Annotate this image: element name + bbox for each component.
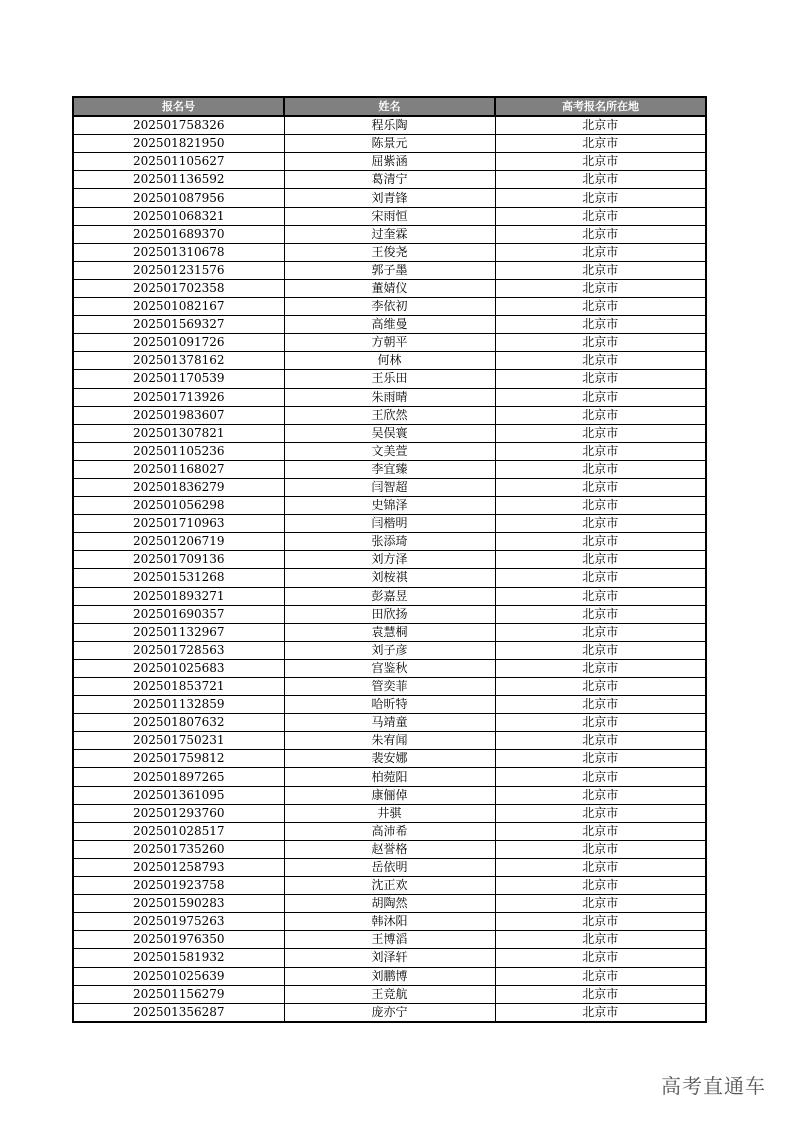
student-name-cell: 刘子彦 xyxy=(284,641,495,659)
table-row xyxy=(73,225,706,243)
student-name-cell: 袁慧桐 xyxy=(284,623,495,641)
registration-number-cell: 202501689370 xyxy=(73,225,284,243)
student-name-cell: 哈昕特 xyxy=(284,696,495,714)
registration-location-cell: 北京市 xyxy=(495,949,706,967)
student-name-cell: 胡陶然 xyxy=(284,895,495,913)
registration-number-cell: 202501821950 xyxy=(73,135,284,153)
table-row xyxy=(73,623,706,641)
table-row xyxy=(73,659,706,677)
registration-location-cell: 北京市 xyxy=(495,243,706,261)
registration-number-cell: 202501975263 xyxy=(73,913,284,931)
student-name-cell: 刘青锋 xyxy=(284,189,495,207)
registration-location-cell: 北京市 xyxy=(495,1003,706,1022)
registration-location-cell: 北京市 xyxy=(495,116,706,135)
registration-number-cell: 202501983607 xyxy=(73,406,284,424)
student-name-cell: 吴俣寰 xyxy=(284,424,495,442)
student-name-cell: 刘方泽 xyxy=(284,551,495,569)
roster-table xyxy=(72,96,707,1023)
registration-location-cell: 北京市 xyxy=(495,279,706,297)
registration-number-cell: 202501056298 xyxy=(73,497,284,515)
student-name-cell: 葛清宁 xyxy=(284,171,495,189)
table-row xyxy=(73,858,706,876)
registration-location-cell: 北京市 xyxy=(495,352,706,370)
registration-number-cell: 202501132859 xyxy=(73,696,284,714)
registration-location-cell: 北京市 xyxy=(495,388,706,406)
table-row xyxy=(73,316,706,334)
registration-location-cell: 北京市 xyxy=(495,659,706,677)
student-name-cell: 王乐田 xyxy=(284,370,495,388)
student-name-cell: 王博滔 xyxy=(284,931,495,949)
registration-number-cell: 202501136592 xyxy=(73,171,284,189)
student-name-cell: 李依初 xyxy=(284,298,495,316)
student-name-cell: 方朝平 xyxy=(284,334,495,352)
registration-location-cell: 北京市 xyxy=(495,985,706,1003)
registration-location-cell: 北京市 xyxy=(495,189,706,207)
table-row xyxy=(73,533,706,551)
registration-number-cell: 202501356287 xyxy=(73,1003,284,1022)
table-row xyxy=(73,768,706,786)
table-row xyxy=(73,116,706,135)
student-name-cell: 何林 xyxy=(284,352,495,370)
registration-location-cell: 北京市 xyxy=(495,460,706,478)
table-row xyxy=(73,949,706,967)
table-row xyxy=(73,786,706,804)
table-row xyxy=(73,678,706,696)
student-name-cell: 彭嘉昱 xyxy=(284,587,495,605)
registration-location-cell: 北京市 xyxy=(495,696,706,714)
registration-number-cell: 202501807632 xyxy=(73,714,284,732)
table-row xyxy=(73,732,706,750)
table-row xyxy=(73,298,706,316)
registration-location-cell: 北京市 xyxy=(495,804,706,822)
registration-location-cell: 北京市 xyxy=(495,623,706,641)
registration-number-cell: 202501378162 xyxy=(73,352,284,370)
student-name-cell: 井骐 xyxy=(284,804,495,822)
student-name-cell: 高维曼 xyxy=(284,316,495,334)
table-row xyxy=(73,261,706,279)
registration-location-cell: 北京市 xyxy=(495,895,706,913)
registration-location-cell: 北京市 xyxy=(495,298,706,316)
table-row xyxy=(73,931,706,949)
student-name-cell: 郭子墨 xyxy=(284,261,495,279)
watermark-text: 高考直通车 xyxy=(661,1074,766,1098)
registration-location-cell: 北京市 xyxy=(495,406,706,424)
table-row xyxy=(73,913,706,931)
table-row xyxy=(73,442,706,460)
registration-location-cell: 北京市 xyxy=(495,171,706,189)
registration-location-cell: 北京市 xyxy=(495,931,706,949)
registration-number-cell: 202501068321 xyxy=(73,207,284,225)
table-row xyxy=(73,243,706,261)
student-name-cell: 王俊尧 xyxy=(284,243,495,261)
registration-number-cell: 202501028517 xyxy=(73,822,284,840)
student-name-cell: 王竞航 xyxy=(284,985,495,1003)
registration-location-cell: 北京市 xyxy=(495,587,706,605)
table-row xyxy=(73,605,706,623)
registration-number-cell: 202501310678 xyxy=(73,243,284,261)
registration-number-cell: 202501293760 xyxy=(73,804,284,822)
registration-location-cell: 北京市 xyxy=(495,261,706,279)
student-name-cell: 过奎霖 xyxy=(284,225,495,243)
registration-number-cell: 202501132967 xyxy=(73,623,284,641)
student-name-cell: 韩沐阳 xyxy=(284,913,495,931)
table-row xyxy=(73,804,706,822)
table-row xyxy=(73,171,706,189)
registration-location-cell: 北京市 xyxy=(495,515,706,533)
table-row xyxy=(73,460,706,478)
registration-location-cell: 北京市 xyxy=(495,533,706,551)
registration-location-cell: 北京市 xyxy=(495,135,706,153)
table-body xyxy=(73,116,706,1022)
registration-location-cell: 北京市 xyxy=(495,478,706,496)
registration-number-cell: 202501569327 xyxy=(73,316,284,334)
registration-number-cell: 202501168027 xyxy=(73,460,284,478)
registration-number-cell: 202501853721 xyxy=(73,678,284,696)
table-row xyxy=(73,840,706,858)
table-row xyxy=(73,207,706,225)
student-name-cell: 刘桉祺 xyxy=(284,569,495,587)
table-row xyxy=(73,714,706,732)
registration-number-cell: 202501105236 xyxy=(73,442,284,460)
student-name-cell: 康俪倬 xyxy=(284,786,495,804)
student-name-cell: 管奕菲 xyxy=(284,678,495,696)
student-name-cell: 刘泽轩 xyxy=(284,949,495,967)
student-name-cell: 田欣扬 xyxy=(284,605,495,623)
registration-number-cell: 202501893271 xyxy=(73,587,284,605)
registration-location-cell: 北京市 xyxy=(495,207,706,225)
registration-location-cell: 北京市 xyxy=(495,768,706,786)
registration-location-cell: 北京市 xyxy=(495,225,706,243)
registration-location-cell: 北京市 xyxy=(495,641,706,659)
registration-number-cell: 202501728563 xyxy=(73,641,284,659)
registration-number-cell: 202501206719 xyxy=(73,533,284,551)
registration-number-cell: 202501581932 xyxy=(73,949,284,967)
registration-number-cell: 202501025683 xyxy=(73,659,284,677)
registration-number-cell: 202501976350 xyxy=(73,931,284,949)
table-row xyxy=(73,569,706,587)
registration-location-cell: 北京市 xyxy=(495,370,706,388)
registration-location-cell: 北京市 xyxy=(495,822,706,840)
registration-number-cell: 202501531268 xyxy=(73,569,284,587)
table-row xyxy=(73,406,706,424)
table-row xyxy=(73,153,706,171)
registration-location-cell: 北京市 xyxy=(495,678,706,696)
table-row xyxy=(73,696,706,714)
registration-number-cell: 202501361095 xyxy=(73,786,284,804)
student-name-cell: 陈景元 xyxy=(284,135,495,153)
table-row xyxy=(73,587,706,605)
registration-number-cell: 202501258793 xyxy=(73,858,284,876)
registration-number-cell: 202501710963 xyxy=(73,515,284,533)
student-name-cell: 李宜臻 xyxy=(284,460,495,478)
student-name-cell: 王欣然 xyxy=(284,406,495,424)
registration-number-cell: 202501923758 xyxy=(73,877,284,895)
registration-number-cell: 202501307821 xyxy=(73,424,284,442)
student-name-cell: 朱宥闻 xyxy=(284,732,495,750)
student-name-cell: 马靖童 xyxy=(284,714,495,732)
table-row xyxy=(73,967,706,985)
roster-sheet xyxy=(72,96,705,1023)
table-row xyxy=(73,895,706,913)
registration-number-cell: 202501082167 xyxy=(73,298,284,316)
student-name-cell: 高沛希 xyxy=(284,822,495,840)
student-name-cell: 裴安娜 xyxy=(284,750,495,768)
column-header-registration-location: 高考报名所在地 xyxy=(495,97,706,116)
registration-number-cell: 202501087956 xyxy=(73,189,284,207)
student-name-cell: 程乐陶 xyxy=(284,116,495,135)
registration-location-cell: 北京市 xyxy=(495,967,706,985)
registration-location-cell: 北京市 xyxy=(495,497,706,515)
table-row xyxy=(73,877,706,895)
column-header-name: 姓名 xyxy=(284,97,495,116)
registration-number-cell: 202501836279 xyxy=(73,478,284,496)
table-row xyxy=(73,750,706,768)
registration-number-cell: 202501709136 xyxy=(73,551,284,569)
registration-number-cell: 202501091726 xyxy=(73,334,284,352)
registration-number-cell: 202501750231 xyxy=(73,732,284,750)
column-header-registration-number: 报名号 xyxy=(73,97,284,116)
student-name-cell: 赵誉格 xyxy=(284,840,495,858)
table-row xyxy=(73,352,706,370)
registration-number-cell: 202501758326 xyxy=(73,116,284,135)
table-row xyxy=(73,985,706,1003)
student-name-cell: 张添琦 xyxy=(284,533,495,551)
student-name-cell: 文美萱 xyxy=(284,442,495,460)
registration-number-cell: 202501735260 xyxy=(73,840,284,858)
registration-location-cell: 北京市 xyxy=(495,442,706,460)
registration-location-cell: 北京市 xyxy=(495,569,706,587)
registration-number-cell: 202501156279 xyxy=(73,985,284,1003)
registration-location-cell: 北京市 xyxy=(495,877,706,895)
registration-number-cell: 202501713926 xyxy=(73,388,284,406)
table-row xyxy=(73,551,706,569)
registration-number-cell: 202501590283 xyxy=(73,895,284,913)
registration-number-cell: 202501702358 xyxy=(73,279,284,297)
student-name-cell: 宋雨恒 xyxy=(284,207,495,225)
registration-location-cell: 北京市 xyxy=(495,605,706,623)
table-row xyxy=(73,515,706,533)
table-row xyxy=(73,135,706,153)
registration-number-cell: 202501025639 xyxy=(73,967,284,985)
table-row xyxy=(73,279,706,297)
table-row xyxy=(73,497,706,515)
registration-location-cell: 北京市 xyxy=(495,334,706,352)
student-name-cell: 沈正欢 xyxy=(284,877,495,895)
registration-location-cell: 北京市 xyxy=(495,732,706,750)
table-row xyxy=(73,334,706,352)
table-row xyxy=(73,424,706,442)
student-name-cell: 庞亦宁 xyxy=(284,1003,495,1022)
student-name-cell: 董婧仪 xyxy=(284,279,495,297)
registration-location-cell: 北京市 xyxy=(495,913,706,931)
registration-location-cell: 北京市 xyxy=(495,551,706,569)
registration-number-cell: 202501105627 xyxy=(73,153,284,171)
registration-number-cell: 202501231576 xyxy=(73,261,284,279)
registration-location-cell: 北京市 xyxy=(495,153,706,171)
registration-location-cell: 北京市 xyxy=(495,840,706,858)
registration-number-cell: 202501897265 xyxy=(73,768,284,786)
table-row xyxy=(73,370,706,388)
registration-location-cell: 北京市 xyxy=(495,714,706,732)
registration-location-cell: 北京市 xyxy=(495,424,706,442)
table-row xyxy=(73,1003,706,1022)
student-name-cell: 闫楷明 xyxy=(284,515,495,533)
registration-location-cell: 北京市 xyxy=(495,316,706,334)
table-row xyxy=(73,641,706,659)
table-row xyxy=(73,388,706,406)
registration-number-cell: 202501690357 xyxy=(73,605,284,623)
registration-location-cell: 北京市 xyxy=(495,786,706,804)
student-name-cell: 史锦泽 xyxy=(284,497,495,515)
student-name-cell: 闫智超 xyxy=(284,478,495,496)
student-name-cell: 刘鹏博 xyxy=(284,967,495,985)
table-row xyxy=(73,189,706,207)
registration-location-cell: 北京市 xyxy=(495,750,706,768)
registration-location-cell: 北京市 xyxy=(495,858,706,876)
student-name-cell: 朱雨晴 xyxy=(284,388,495,406)
table-row xyxy=(73,478,706,496)
student-name-cell: 屈紫涵 xyxy=(284,153,495,171)
student-name-cell: 柏菀阳 xyxy=(284,768,495,786)
student-name-cell: 岳依明 xyxy=(284,858,495,876)
student-name-cell: 宫鉴秋 xyxy=(284,659,495,677)
table-row xyxy=(73,822,706,840)
registration-number-cell: 202501170539 xyxy=(73,370,284,388)
table-header-row xyxy=(73,97,706,116)
registration-number-cell: 202501759812 xyxy=(73,750,284,768)
